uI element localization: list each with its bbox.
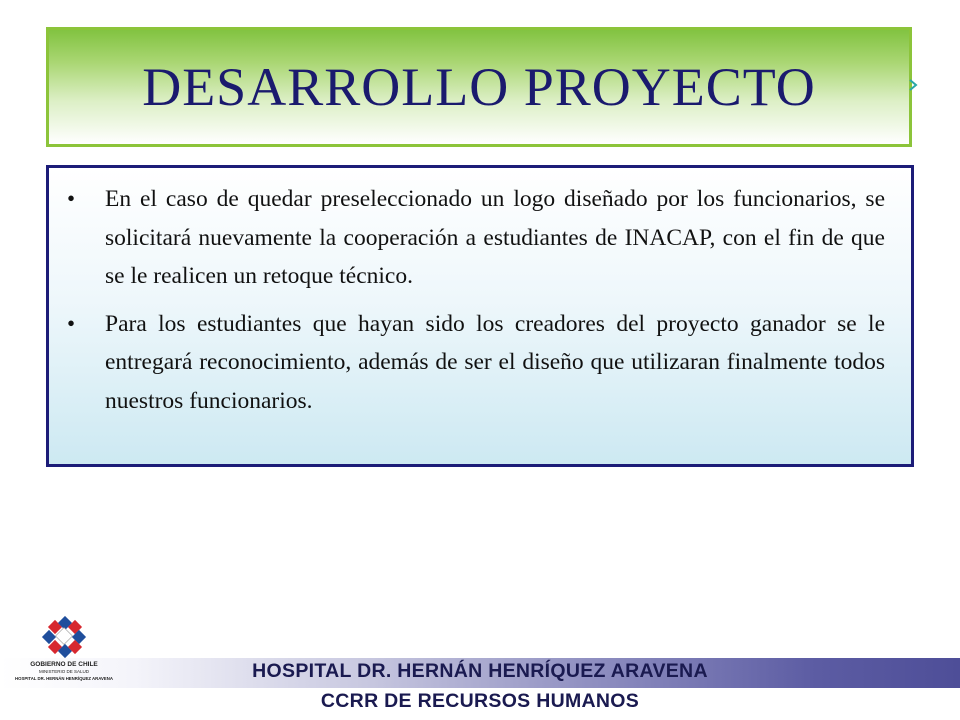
slide-title: DESARROLLO PROYECTO (142, 57, 816, 117)
bullet-icon: • (67, 186, 76, 211)
footer-hospital-name: HOSPITAL DR. HERNÁN HENRÍQUEZ ARAVENA (252, 660, 708, 682)
content-panel (46, 165, 914, 467)
bullet-text: Para los estudiantes que hayan sido los creadores del proyecto ganador se le entregará reconocimiento, además de ser el diseño que utilizaran finalmente todos nuestros funcionarios. (105, 310, 885, 414)
bullet-item (67, 180, 885, 296)
bullet-icon: • (67, 310, 76, 336)
chevron-right-icon (908, 78, 918, 92)
bullet-list (67, 180, 885, 420)
logo-line-2: MINISTERIO DE SALUD (38, 669, 90, 674)
bullet-item (67, 305, 885, 421)
bullet-text: En el caso de quedar preseleccionado un logo diseñado por los funcionarios, se solicitará nuevamente la cooperación a estudiantes de INACAP, con el fin de que se le realicen un retoque técnico. (105, 186, 885, 289)
footer-department: CCRR DE RECURSOS HUMANOS (320, 690, 640, 712)
logo-line-1: GOBIERNO DE CHILE (30, 661, 98, 668)
logo-line-3: HOSPITAL DR. HERNÁN HENRÍQUEZ ARAVENA (15, 676, 113, 681)
title-banner (46, 27, 912, 147)
